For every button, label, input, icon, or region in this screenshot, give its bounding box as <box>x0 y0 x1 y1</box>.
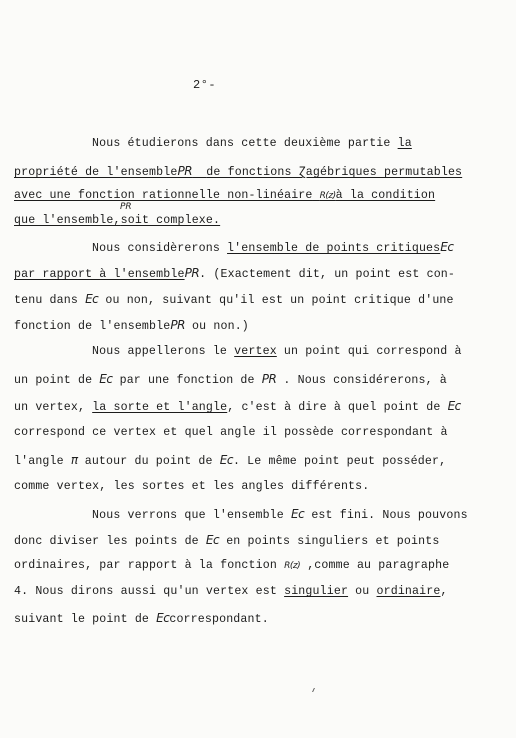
handwritten-symbol-Ec: Ec <box>447 399 461 413</box>
text-run: Nous appellerons le <box>92 345 235 358</box>
text-line-16 <box>14 533 439 549</box>
handwritten-symbol-Ec: Ec <box>440 240 454 254</box>
text-run: l'angle <box>14 455 64 468</box>
underlined-text: la sorte et l'angle <box>92 401 228 414</box>
stray-pen-mark <box>312 688 318 692</box>
underlined-text: par rapport à l'ensemble <box>14 268 185 281</box>
text-run: , c'est à dire à quel point de <box>227 401 441 414</box>
underlined-text: la <box>397 137 412 150</box>
handwritten-symbol-Ec: Ec <box>156 611 170 625</box>
text-run: que l'ensemble <box>14 214 114 227</box>
underlined-text: l'ensemble de points critiques <box>227 242 441 255</box>
text-line-15 <box>92 507 468 523</box>
handwritten-symbol-Rz: R(z) <box>319 191 336 201</box>
text-run: , <box>440 585 448 598</box>
text-line-12: correspond ce vertex et quel angle il possède correspondant à <box>14 426 448 439</box>
text-run: par une fonction de <box>119 374 255 387</box>
text-line-11 <box>14 399 461 415</box>
text-run: soit complexe. <box>120 214 221 227</box>
text-run: ou <box>348 585 377 598</box>
page-number: 2°- <box>193 78 217 92</box>
text-run: . Le même point peut posséder, <box>232 455 447 468</box>
text-run: un point qui correspond à <box>276 345 462 358</box>
underlined-text: vertex <box>234 345 277 358</box>
handwritten-symbol-Ec: Ec <box>85 292 99 306</box>
handwritten-symbol-PR: PR <box>177 164 193 178</box>
text-run: donc diviser les points de <box>14 535 199 548</box>
text-run: autour du point de <box>84 455 213 468</box>
text-run: Nous verrons que l'ensemble <box>92 509 284 522</box>
text-line-14: comme vertex, les sortes et les angles différents. <box>14 480 370 493</box>
handwritten-symbol-PR: PR <box>184 266 200 280</box>
text-line-4: que l'ensemble,soit complexe. <box>14 214 221 227</box>
text-run: ou non.) <box>184 320 249 333</box>
text-run: (Exactement dit, un point est con- <box>206 268 456 281</box>
text-run: avec une fonction rationnelle non-linéaire <box>14 189 313 202</box>
text-run: propriété de l'ensemble <box>14 166 178 179</box>
underlined-text: ordinaire <box>376 585 441 598</box>
text-line-7 <box>14 292 454 308</box>
underlined-text: singulier <box>284 585 349 598</box>
handwritten-symbol-PR: PR <box>261 372 277 386</box>
handwritten-symbol-PR: PR <box>170 318 185 332</box>
text-run: ou non, suivant qu'il est un point critique d'une <box>105 294 454 307</box>
handwritten-symbol-Ec: Ec <box>291 507 305 521</box>
text-run: suivant le point de <box>14 613 150 626</box>
handwritten-symbol-pi: π <box>70 453 78 467</box>
text-run: ,comme au paragraphe <box>307 559 450 572</box>
text-run: correspondant. <box>169 613 269 626</box>
text-line-8 <box>14 318 249 334</box>
text-line-17 <box>14 559 449 573</box>
text-run: . Nous considérerons, à <box>276 374 447 387</box>
handwritten-insertion-PR: PR <box>120 202 132 212</box>
text-line-18 <box>14 585 448 599</box>
text-run: tenu dans <box>14 294 86 307</box>
text-run: à la condition <box>335 189 436 202</box>
text-run: Nous considèrerons <box>92 242 228 255</box>
text-run: est fini. Nous pouvons <box>311 509 468 522</box>
text-line-19 <box>14 611 269 627</box>
text-line-13 <box>14 453 446 469</box>
handwritten-symbol-Rz: R(z) <box>284 561 301 571</box>
text-run: 4. Nous dirons aussi qu'un vertex est <box>14 585 285 598</box>
text-run: fonction de l'ensemble <box>14 320 171 333</box>
text-run: ordinaires, par rapport à la fonction <box>14 559 277 572</box>
text-line-1 <box>92 137 412 151</box>
text-run: en points singuliers et points <box>226 535 440 548</box>
text-line-2 <box>14 164 462 180</box>
handwritten-symbol-Ec: Ec <box>219 453 233 467</box>
text-line-10 <box>14 372 447 388</box>
text-line-3 <box>14 189 435 203</box>
text-run: de fonctions Ɀagébriques permutables <box>206 166 463 179</box>
text-run: Nous étudierons dans cette deuxième partie <box>92 137 398 150</box>
text-run: un vertex, <box>14 401 93 414</box>
text-line-9 <box>92 345 462 359</box>
handwritten-symbol-Ec: Ec <box>99 372 113 386</box>
text-line-5 <box>92 240 453 256</box>
handwritten-symbol-Ec: Ec <box>205 533 220 547</box>
text-line-6: par rapport à l'ensemblePR. (Exactement dit, un point est con- <box>14 266 456 281</box>
text-run: un point de <box>14 374 100 387</box>
